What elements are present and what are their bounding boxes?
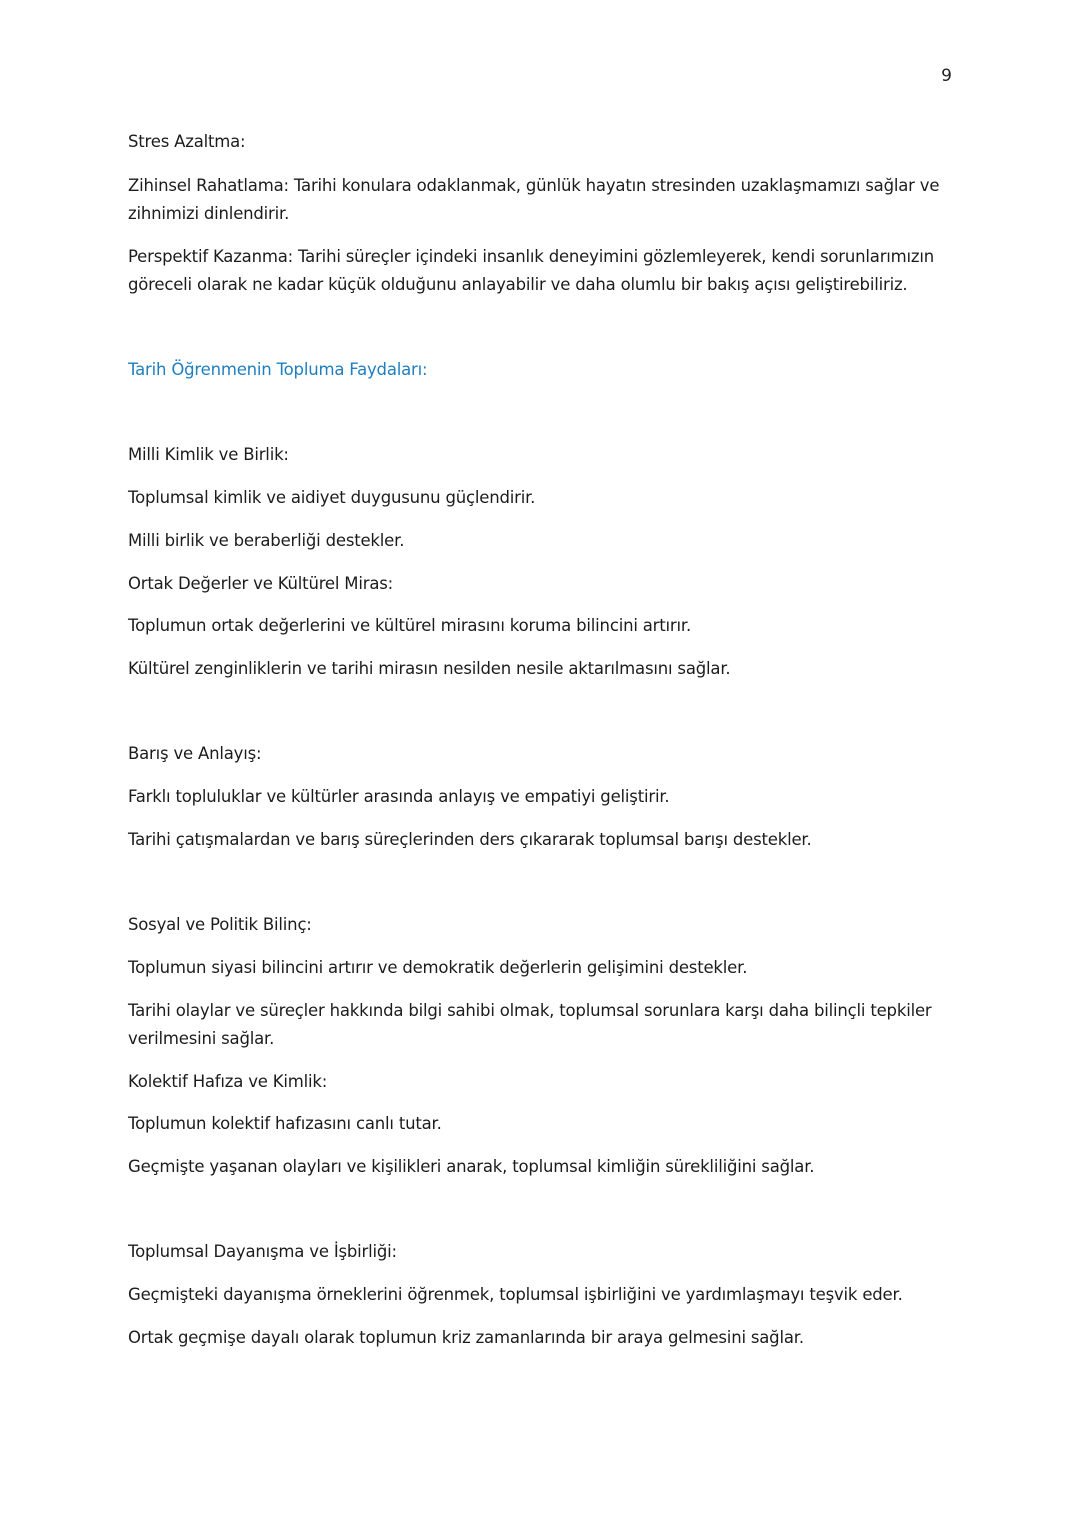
dayanisma-line-2: Ortak geçmişe dayalı olarak toplumun kriz zamanlarında bir araya gelmesini sağlar. xyxy=(128,1328,804,1347)
milli-kimlik-line-2: Milli birlik ve beraberliği destekler. xyxy=(128,531,405,550)
sosyal-line-1: Toplumun siyasi bilincini artırır ve demokratik değerlerin gelişimini destekler. xyxy=(128,958,748,977)
ortak-degerler-heading: Ortak Değerler ve Kültürel Miras: xyxy=(128,574,393,593)
zihinsel-rahatlama-paragraph: Zihinsel Rahatlama: Tarihi konulara odaklanmak, günlük hayatın stresinden uzaklaşmamızı sağlar ve zihnimizi dinlendirir. xyxy=(128,176,940,223)
kolektif-line-1: Toplumun kolektif hafızasını canlı tutar. xyxy=(128,1114,442,1133)
ortak-degerler-line-1: Toplumun ortak değerlerini ve kültürel mirasını koruma bilincini artırır. xyxy=(128,616,691,635)
section-title: Tarih Öğrenmenin Topluma Faydaları: xyxy=(128,360,428,379)
milli-kimlik-heading: Milli Kimlik ve Birlik: xyxy=(128,445,289,464)
sosyal-line-2: Tarihi olaylar ve süreçler hakkında bilgi sahibi olmak, toplumsal sorunlara karşı daha bilinçli tepkiler verilmesini sağlar. xyxy=(128,1001,932,1048)
milli-kimlik-line-1: Toplumsal kimlik ve aidiyet duygusunu güçlendirir. xyxy=(128,488,536,507)
baris-line-1: Farklı topluluklar ve kültürler arasında anlayış ve empatiyi geliştirir. xyxy=(128,787,670,806)
dayanisma-heading: Toplumsal Dayanışma ve İşbirliği: xyxy=(128,1242,397,1261)
perspektif-kazanma-paragraph: Perspektif Kazanma: Tarihi süreçler içindeki insanlık deneyimini gözlemleyerek, kendi sorunlarımızın göreceli olarak ne kadar küçük olduğunu anlayabilir ve daha olumlu bir bakış açısı geliştirebiliriz. xyxy=(128,247,935,294)
baris-heading: Barış ve Anlayış: xyxy=(128,744,262,763)
kolektif-heading: Kolektif Hafıza ve Kimlik: xyxy=(128,1072,328,1091)
sosyal-heading: Sosyal ve Politik Bilinç: xyxy=(128,915,312,934)
kolektif-line-2: Geçmişte yaşanan olayları ve kişilikleri anarak, toplumsal kimliğin sürekliliğini sağlar. xyxy=(128,1157,815,1176)
page-number: 9 xyxy=(941,66,952,86)
baris-line-2: Tarihi çatışmalardan ve barış süreçlerinden ders çıkararak toplumsal barışı destekler. xyxy=(128,830,812,849)
ortak-degerler-line-2: Kültürel zenginliklerin ve tarihi mirasın nesilden nesile aktarılmasını sağlar. xyxy=(128,659,731,678)
dayanisma-line-1: Geçmişteki dayanışma örneklerini öğrenmek, toplumsal işbirliğini ve yardımlaşmayı teşvik eder. xyxy=(128,1285,903,1304)
stres-heading: Stres Azaltma: xyxy=(128,132,246,151)
